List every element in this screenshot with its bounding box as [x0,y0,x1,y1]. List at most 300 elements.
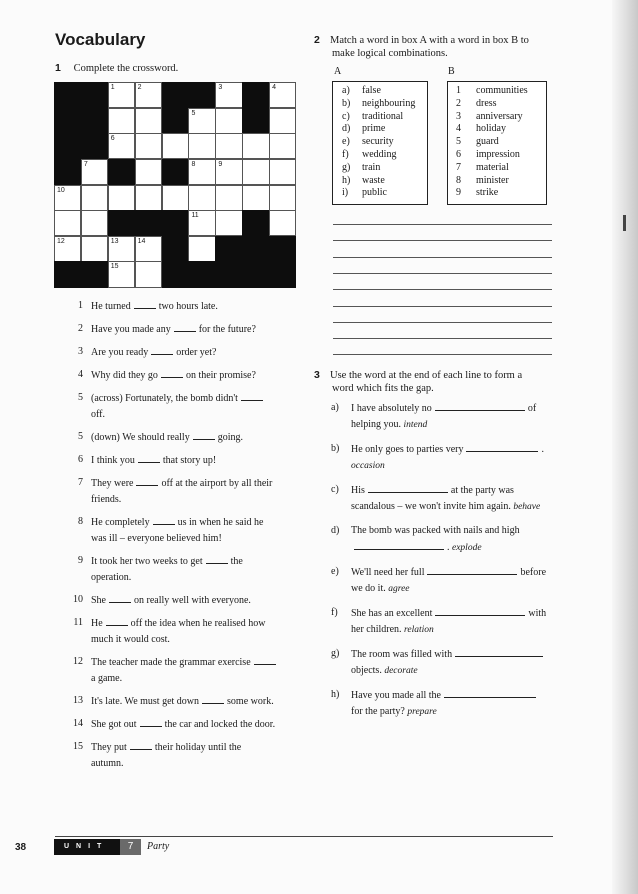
ex3-after: . [541,444,544,455]
clue-after: that story up! [162,455,217,466]
clue-number: 3 [78,346,83,357]
crossword-cell[interactable] [242,185,269,211]
clue-after: off the idea when he realised how [130,618,266,629]
box-b-item [456,98,546,111]
crossword-block [81,133,108,159]
clue-before: He [91,618,103,629]
unit-title: Party [147,841,170,852]
ex2-heading [314,34,554,60]
clue-text [91,716,305,733]
ex3-item [331,482,557,515]
item-key: h) [342,174,351,186]
crossword-block [108,210,135,236]
clue-continuation: much it would cost. [91,634,170,645]
ex3-root-word: decorate [384,666,418,676]
crossword-cell[interactable] [269,108,296,134]
item-word: holiday [476,123,506,135]
crossword-cell-numbered[interactable] [215,82,242,108]
ex3-root-word: agree [388,584,410,594]
clue-item [55,693,305,710]
box-b-item [456,111,546,124]
item-word: strike [476,187,499,199]
box-a-item [342,187,427,200]
box-a-item [342,85,427,98]
item-key: 4 [456,123,461,135]
clue-text [91,739,305,772]
answer-line[interactable] [333,306,552,307]
ex3-root-word: explode [452,543,482,553]
ex3-before: The room was filled with [351,649,453,660]
crossword-block [242,236,269,262]
box-a-item [342,136,427,149]
clue-item [55,592,305,609]
ex3-root-word: relation [404,625,434,635]
ex3-gap[interactable] [435,400,525,411]
clue-number: 15 [73,741,83,752]
clue-number: 10 [73,594,83,605]
item-key: c) [342,110,350,122]
clue-item [55,452,305,469]
ex3-text [351,400,557,433]
item-word: prime [362,123,386,135]
clue-item [55,716,305,733]
crossword-block [162,159,189,185]
clue-gap[interactable] [140,716,162,727]
item-key: 8 [456,174,461,186]
ex3-after: before [520,567,547,578]
clue-before: He turned [91,301,131,312]
clue-number: 9 [78,555,83,566]
crossword-cell[interactable] [135,185,162,211]
clue-before: She got out [91,719,137,730]
ex3-item [331,605,557,638]
clue-number: 5 [78,392,83,403]
clue-after: the [230,556,243,567]
crossword-cell-numbered[interactable] [108,82,135,108]
crossword-cell-number: 9 [218,160,223,168]
clue-gap[interactable] [109,592,131,603]
clue-number: 1 [78,300,83,311]
crossword-cell-number: 1 [110,84,115,91]
crossword-cell[interactable] [188,185,215,211]
clue-gap[interactable] [106,615,128,626]
clue-item [55,615,305,648]
crossword-block [54,133,81,159]
crossword-cell[interactable] [81,210,108,236]
box-b-label: B [448,66,455,77]
page-number: 38 [15,842,27,853]
crossword-cell-number: 4 [272,84,277,91]
clue-gap[interactable] [161,367,183,378]
clue-gap[interactable] [241,390,263,401]
crossword-cell[interactable] [215,108,242,134]
crossword-cell-numbered[interactable] [188,159,215,185]
clue-before: It's late. We must get down [91,696,200,707]
ex3-after: at the party was [450,485,514,496]
clue-item [55,475,305,508]
crossword-cell-number: 15 [110,263,119,271]
ex3-item [331,523,557,556]
ex3-root-word: intend [403,420,428,430]
ex3-after: of [527,403,537,414]
clue-before: They put [91,742,127,753]
crossword-cell[interactable] [135,133,162,159]
item-word: false [362,85,381,96]
box-a-item [342,162,427,175]
crossword-cell-numbered[interactable] [269,82,296,108]
clue-gap[interactable] [153,514,175,525]
box-a-item [342,175,427,188]
ex3-gap[interactable] [435,605,525,616]
crossword-cell-number: 13 [110,237,119,245]
answer-line[interactable] [333,354,552,355]
answer-line[interactable] [333,224,552,225]
ex3-line2: for the party? [351,706,408,717]
item-key: 5 [456,136,461,148]
ex3-gap[interactable] [466,441,538,452]
item-key: 9 [456,187,461,199]
clue-item [55,514,305,547]
clue-text [91,321,305,338]
box-a-item [342,98,427,111]
crossword-block [215,261,242,287]
crossword-cell-numbered[interactable] [54,185,81,211]
punctuation: . [447,542,452,553]
clue-after: their holiday until the [154,742,242,753]
ex2-instruction-2: make logical combinations. [332,48,448,59]
crossword-cell-number: 7 [83,160,88,168]
crossword-cell[interactable] [135,261,162,287]
crossword-grid [54,82,296,287]
clue-number: 5 [78,431,83,442]
ex3-before: His [351,485,365,496]
ex3-text [351,482,557,515]
item-key: i) [342,187,349,199]
clue-gap[interactable] [130,739,152,750]
ex3-root-word: prepare [407,707,437,717]
clue-after: us in when he said he [177,517,264,528]
ex2-number: 2 [314,34,320,46]
ex3-heading [314,369,554,395]
answer-line[interactable] [333,322,552,323]
box-b-item [456,123,546,136]
box-a-item [342,123,427,136]
ex3-line2: objects. [351,665,385,676]
ex3-text [351,523,557,556]
clue-after: the car and locked the door. [164,719,276,730]
crossword-block [54,159,81,185]
box-b-item [456,187,546,200]
clue-item [55,321,305,338]
crossword-cell[interactable] [81,236,108,262]
ex3-text [351,646,557,679]
crossword-cell[interactable] [215,133,242,159]
item-key: a) [342,85,350,96]
edge-mark [623,215,626,231]
crossword-block [162,210,189,236]
answer-line[interactable] [333,240,552,241]
clue-item [55,739,305,772]
page-edge-shadow [612,0,638,894]
crossword-cell[interactable] [188,133,215,159]
item-word: wedding [362,148,397,160]
ex3-before: He only goes to parties very [351,444,464,455]
clue-number: 2 [78,323,83,334]
ex3-text [351,687,557,720]
clue-before: She [91,595,106,606]
crossword-cell[interactable] [108,108,135,134]
crossword-block [215,236,242,262]
crossword-cell-numbered[interactable] [108,261,135,287]
clue-continuation: a game. [91,673,123,684]
clue-before: He completely [91,517,150,528]
crossword-cell[interactable] [135,108,162,134]
unit-label: UNIT [54,839,120,855]
crossword-cell[interactable] [108,185,135,211]
ex3-before: Have you made all the [351,690,441,701]
crossword-cell-numbered[interactable] [135,236,162,262]
crossword-cell-numbered[interactable] [215,159,242,185]
ex3-gap[interactable] [368,482,448,493]
crossword-cell-numbered[interactable] [135,82,162,108]
ex3-after: with [528,608,547,619]
ex3-root-word: behave [513,502,541,512]
ex3-gap[interactable] [444,687,536,698]
crossword-cell-numbered[interactable] [54,236,81,262]
ex3-item [331,687,557,720]
ex3-line2: helping you. [351,419,404,430]
clue-number: 7 [78,477,83,488]
clue-after: on really well with everyone. [134,595,251,606]
crossword-cell-number: 10 [57,186,65,194]
clue-text [91,553,305,586]
clue-after: two hours late. [158,301,218,312]
crossword-block [81,108,108,134]
clue-gap[interactable] [254,654,276,665]
crossword-block [162,82,189,108]
clue-number: 8 [78,516,83,527]
clue-item [55,344,305,361]
clue-before: Why did they go [91,370,158,381]
item-word: neighbouring [362,97,416,109]
item-key: e) [342,136,350,148]
clue-number: 4 [78,369,83,380]
item-word: material [476,161,509,173]
answer-line[interactable] [333,338,552,339]
answer-line[interactable] [333,273,552,274]
clue-text [91,475,305,508]
crossword-cell-number: 6 [110,135,115,143]
clue-number: 11 [73,617,83,628]
item-key: 7 [456,161,461,173]
clue-before: The teacher made the grammar exercise [91,657,251,668]
crossword-cell[interactable] [81,185,108,211]
crossword-block [54,261,81,287]
crossword-clues [55,298,305,778]
crossword-block [269,261,296,287]
clue-before: Have you made any [91,324,171,335]
ex3-letter: d) [331,525,340,536]
clue-item [55,429,305,446]
clue-before: I think you [91,455,135,466]
crossword-block [162,108,189,134]
item-word: dress [476,97,497,109]
box-b [447,81,547,205]
clue-item [55,553,305,586]
clue-item [55,298,305,315]
crossword-cell[interactable] [162,185,189,211]
ex3-root-word: occasion [351,461,385,471]
crossword-cell[interactable] [54,210,81,236]
answer-line[interactable] [333,257,552,258]
clue-gap[interactable] [193,429,215,440]
crossword-cell[interactable] [242,133,269,159]
ex1-heading [55,62,178,74]
clue-text [91,693,305,710]
clue-continuation: autumn. [91,758,124,769]
crossword-cell[interactable] [215,185,242,211]
ex3-gap[interactable] [354,539,444,550]
box-a-item [342,149,427,162]
clue-number: 14 [73,718,83,729]
clue-before: They were [91,478,134,489]
box-b-item [456,162,546,175]
ex3-letter: c) [331,484,339,495]
footer-rule [55,836,553,837]
clue-before: (down) We should really [91,432,190,443]
item-key: 6 [456,148,461,160]
ex3-before: I have absolutely no [351,403,432,414]
item-word: communities [476,85,528,96]
clue-before: It took her two weeks to get [91,556,203,567]
item-key: f) [342,148,349,160]
box-a-label: A [334,66,342,77]
clue-before: Are you ready [91,347,149,358]
unit-number: 7 [120,839,141,855]
clue-number: 13 [73,695,83,706]
clue-text [91,344,305,361]
clue-gap[interactable] [202,693,224,704]
box-b-item [456,85,546,98]
ex3-letter: h) [331,689,340,700]
ex3-line2: her children. [351,624,405,635]
crossword-cell[interactable] [269,185,296,211]
ex3-before: We'll need her full [351,567,425,578]
crossword-cell-numbered[interactable] [81,159,108,185]
clue-gap[interactable] [138,452,160,463]
ex3-text [351,605,557,638]
crossword-cell-numbered[interactable] [108,133,135,159]
clue-after: some work. [227,696,274,707]
crossword-block [269,236,296,262]
box-a [332,81,428,205]
item-word: guard [476,136,499,148]
crossword-block [108,159,135,185]
clue-gap[interactable] [134,298,156,309]
ex3-item [331,564,557,597]
clue-item [55,654,305,687]
crossword-cell-numbered[interactable] [108,236,135,262]
crossword-cell-number: 12 [57,237,65,245]
clue-gap[interactable] [174,321,196,332]
ex3-letter: a) [331,402,339,413]
ex3-line2: scandalous – we won't invite him again. [351,501,514,512]
clue-continuation: off. [91,409,105,420]
item-word: waste [362,174,385,186]
crossword-block [162,236,189,262]
crossword-cell-number: 8 [191,160,196,168]
ex3-text [351,441,557,474]
crossword-cell-numbered[interactable] [188,108,215,134]
clue-gap[interactable] [206,553,228,564]
ex3-items [331,400,557,728]
crossword-block [188,82,215,108]
ex3-instruction-2: word which fits the gap. [332,383,434,394]
item-key: 2 [456,97,461,109]
clue-after: for the future? [198,324,256,335]
ex3-letter: g) [331,648,340,659]
crossword-cell-number: 14 [137,237,146,245]
ex3-item [331,400,557,433]
item-key: g) [342,161,351,173]
clue-after: going. [217,432,243,443]
ex3-line2: we do it. [351,583,389,594]
crossword-block [54,108,81,134]
crossword-cell[interactable] [162,133,189,159]
clue-text [91,452,305,469]
item-word: public [362,187,387,199]
clue-after: order yet? [176,347,217,358]
ex3-before: She has an excellent [351,608,433,619]
clue-text [91,615,305,648]
crossword-cell[interactable] [135,159,162,185]
crossword-cell[interactable] [269,210,296,236]
clue-gap[interactable] [136,475,158,486]
ex3-gap[interactable] [427,564,517,575]
clue-gap[interactable] [151,344,173,355]
crossword-cell[interactable] [269,133,296,159]
crossword-cell-numbered[interactable] [188,210,215,236]
clue-text [91,298,305,315]
answer-line[interactable] [333,289,552,290]
ex3-gap[interactable] [455,646,543,657]
item-word: security [362,136,394,148]
item-key: 1 [456,85,461,96]
crossword-cell-number: 5 [191,109,196,117]
clue-text [91,654,305,687]
clue-after: on their promise? [185,370,256,381]
crossword-cell[interactable] [215,210,242,236]
clue-text [91,367,305,384]
crossword-cell-number: 11 [191,212,199,220]
crossword-cell[interactable] [188,236,215,262]
ex3-item [331,646,557,679]
crossword-block [242,210,269,236]
ex3-item [331,441,557,474]
crossword-cell[interactable] [269,159,296,185]
crossword-block [188,261,215,287]
box-b-item [456,175,546,188]
item-key: d) [342,123,351,135]
ex1-instruction: Complete the crossword. [73,63,179,74]
crossword-cell[interactable] [242,159,269,185]
clue-continuation: operation. [91,572,132,583]
item-key: b) [342,97,351,109]
ex2-instruction-1: Match a word in box A with a word in box B to [330,35,529,46]
ex1-number: 1 [55,62,61,74]
ex3-number: 3 [314,369,320,381]
crossword-block [54,82,81,108]
